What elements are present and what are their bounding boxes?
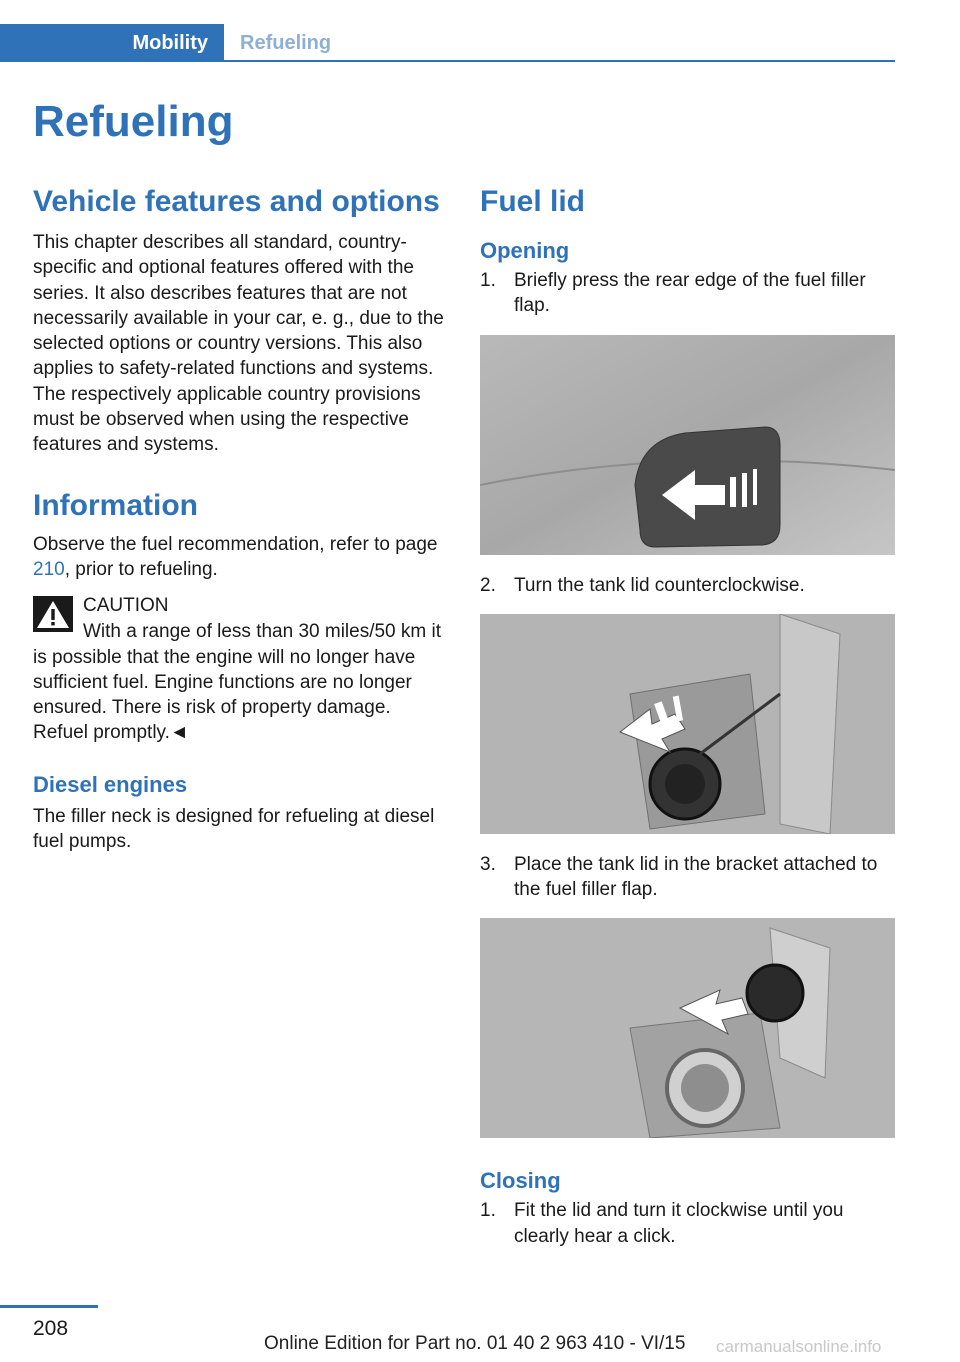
information-text-before: Observe the fuel recommendation, refer to page <box>33 533 438 555</box>
closing-heading: Closing <box>480 1168 561 1194</box>
step-text: Turn the tank lid counterclockwise. <box>514 574 805 596</box>
caution-title: CAUTION <box>83 595 169 617</box>
watermark: carmanualsonline.info <box>716 1337 882 1356</box>
tank-lid-turn-photo <box>480 614 895 834</box>
vehicle-features-text: This chapter describes all standard, country-specific and optional features offered with the series. It also describes features that are not necessarily available in your car, e. g., due to the selected options or country versions. This also applies to safety-related functions and systems. The respectively applicable country provisions must be observed when using the respective features and systems. <box>33 232 444 456</box>
step-text: Briefly press the rear edge of the fuel filler flap. <box>514 270 866 317</box>
header-section-tab: Mobility <box>0 24 224 62</box>
caution-notice <box>33 592 448 745</box>
information-heading: Information <box>33 488 198 522</box>
opening-step-2 <box>480 573 895 598</box>
caution-text-content: With a range of less than 30 miles/50 km it is possible that the engine will no longer have sufficient fuel. Engine functions are no longer ensured. There is risk of property damage. Refuel promptly.◄ <box>33 621 441 744</box>
step-text: Place the tank lid in the bracket attached to the fuel filler flap. <box>514 853 878 901</box>
page-reference-link[interactable]: 210 <box>33 558 65 580</box>
information-text <box>33 532 448 583</box>
page-title: Refueling <box>33 97 234 146</box>
caution-text <box>33 619 448 745</box>
vehicle-features-heading: Vehicle features and options <box>33 185 440 218</box>
fuel-flap-press-photo <box>480 335 895 555</box>
opening-heading: Opening <box>480 238 570 263</box>
tank-lid-bracket-photo <box>480 918 895 1138</box>
closing-step-1 <box>480 1198 895 1249</box>
right-column <box>480 182 895 1249</box>
header-chapter-label: Refueling <box>240 32 332 54</box>
edition-text: Online Edition for Part no. 01 40 2 963 410 - VI/15 <box>264 1333 686 1354</box>
page-number: 208 <box>33 1317 69 1340</box>
step-number: 1. <box>480 1200 496 1222</box>
step-number: 3. <box>480 853 496 875</box>
step-number: 2. <box>480 574 496 596</box>
left-column <box>33 182 448 854</box>
opening-step-3 <box>480 852 895 903</box>
fuel-lid-heading: Fuel lid <box>480 185 585 218</box>
warning-triangle-icon <box>33 596 73 632</box>
step-number: 1. <box>480 270 496 291</box>
header-divider <box>0 60 895 62</box>
diesel-heading: Diesel engines <box>33 771 188 797</box>
information-text-after: , prior to refueling. <box>64 558 218 580</box>
opening-step-1 <box>480 268 895 319</box>
diesel-text: The filler neck is designed for refueling at diesel fuel pumps. <box>33 805 435 853</box>
step-text: Fit the lid and turn it clockwise until you clearly hear a click. <box>514 1200 844 1247</box>
footer-divider <box>0 1305 98 1308</box>
